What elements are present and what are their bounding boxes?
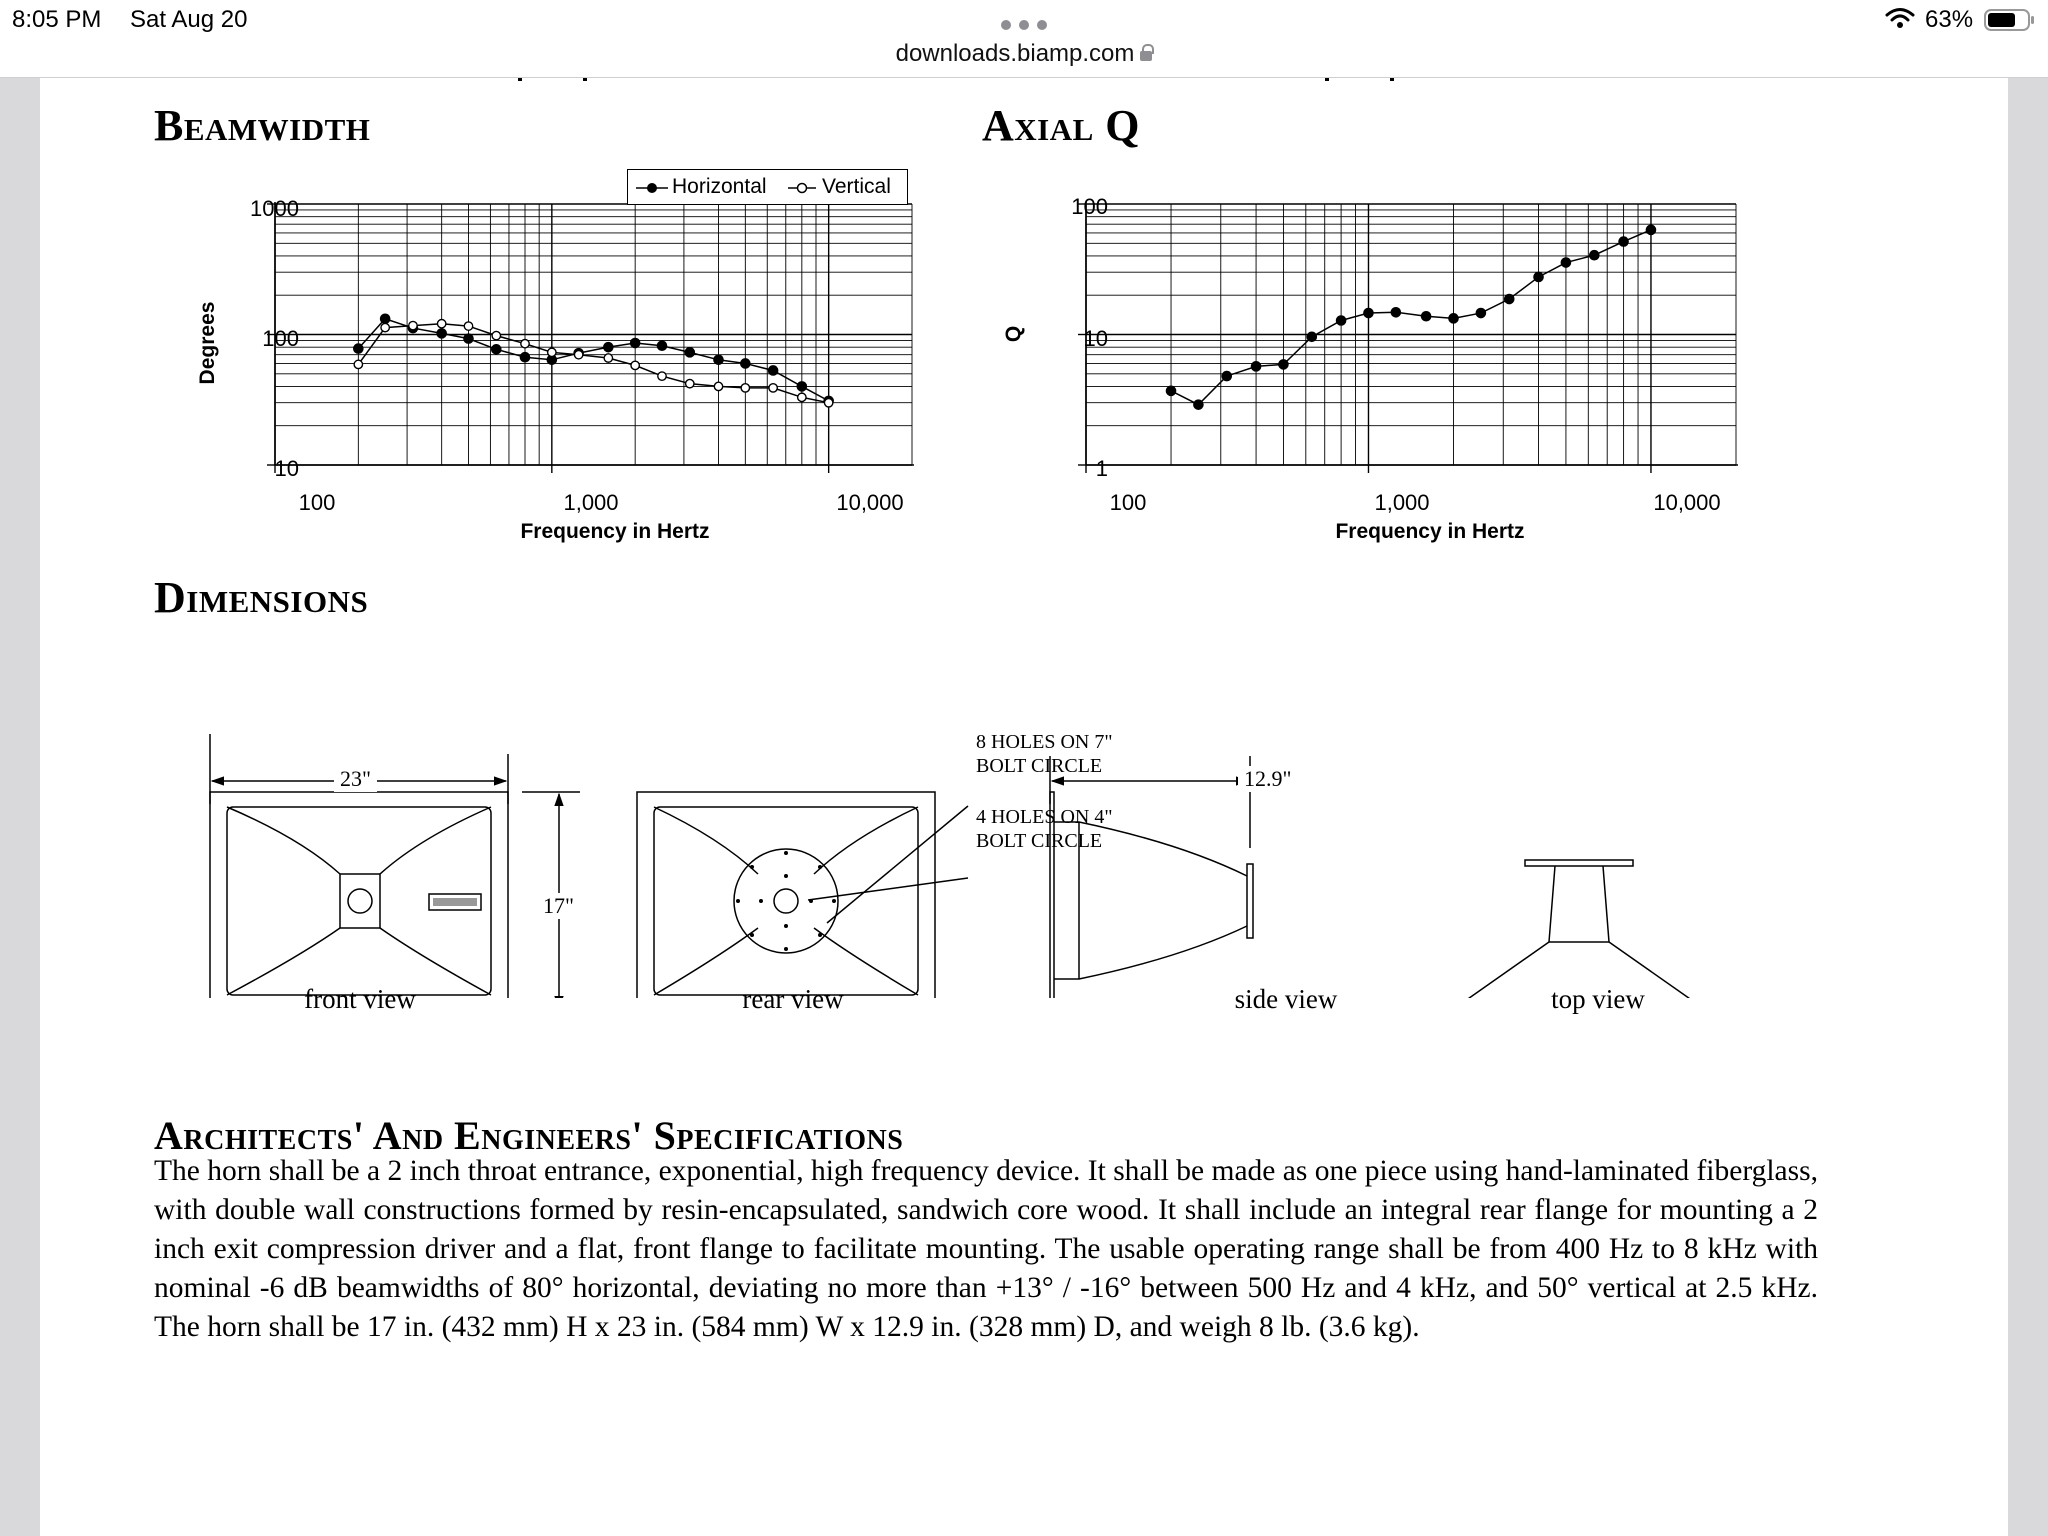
side-view-caption: side view: [1234, 984, 1338, 1014]
q-point-0-11: [1476, 308, 1485, 317]
rear-view-drawing: [637, 792, 968, 998]
beam-y-axis-title: Degrees: [196, 301, 219, 385]
q-point-0-13: [1534, 272, 1543, 281]
q-y-tick-10: 10: [1083, 326, 1108, 351]
q-series-0: [1166, 225, 1655, 409]
q-point-0-6: [1337, 316, 1346, 325]
q-point-0-17: [1646, 225, 1655, 234]
q-x-tick-100: 100: [1109, 490, 1147, 515]
front-view-drawing: [210, 792, 508, 998]
beam-x-tick-1000: 1,000: [563, 490, 619, 515]
q-point-0-7: [1364, 308, 1373, 317]
beam-x-tick-100: 100: [298, 490, 336, 515]
legend-vertical-label: Vertical: [822, 175, 891, 198]
q-point-0-5: [1307, 332, 1316, 341]
battery-percentage: 63%: [1925, 6, 1974, 33]
multitasking-dots-icon[interactable]: [1001, 12, 1047, 32]
axial-q-heading: Axial Q: [982, 101, 1141, 150]
browser-top-bar: [0, 0, 2048, 78]
wifi-icon: [1885, 6, 1915, 30]
q-point-0-14: [1561, 258, 1570, 267]
note-8-holes: 8 HOLES ON 7" BOLT CIRCLE: [976, 731, 1113, 777]
q-point-0-1: [1194, 400, 1203, 409]
lock-icon: [1140, 51, 1152, 61]
pdf-page[interactable]: [40, 78, 2008, 1536]
beam-y-tick-100: 100: [262, 326, 299, 351]
beam-y-tick-1000: 1000: [250, 196, 299, 221]
q-point-0-16: [1619, 237, 1628, 246]
status-date: Sat Aug 20: [130, 6, 248, 33]
height-dimension-label: 17": [537, 893, 580, 919]
q-point-0-3: [1251, 362, 1260, 371]
q-y-tick-100: 100: [1071, 194, 1108, 219]
q-x-tick-1000: 1,000: [1374, 490, 1430, 515]
beam-x-tick-10000: 10,000: [836, 490, 904, 515]
note-4-holes: 4 HOLES ON 4" BOLT CIRCLE: [976, 806, 1113, 852]
width-dimension-label: 23": [334, 766, 377, 792]
q-point-0-10: [1449, 314, 1458, 323]
top-view-caption: top view: [1551, 984, 1645, 1014]
legend-horizontal-label: Horizontal: [672, 175, 767, 198]
q-y-tick-1: 1: [1095, 456, 1108, 481]
q-gridlines: [1086, 204, 1736, 465]
q-point-0-0: [1166, 386, 1175, 395]
q-point-0-8: [1391, 308, 1400, 317]
q-point-0-4: [1279, 360, 1288, 369]
battery-icon: [1984, 8, 2036, 32]
rear-view-caption: rear view: [742, 984, 844, 1014]
status-time: 8:05 PM: [12, 6, 102, 33]
url-text[interactable]: downloads.biamp.com: [895, 40, 1135, 67]
dimensions-heading: Dimensions: [154, 573, 369, 622]
beam-x-axis-title: Frequency in Hertz: [520, 520, 710, 543]
beamwidth-heading: Beamwidth: [154, 101, 371, 150]
q-point-0-15: [1590, 251, 1599, 260]
axial-q-chart: [40, 78, 2008, 638]
q-point-0-12: [1505, 294, 1514, 303]
top-view-drawing: [1431, 860, 1729, 998]
depth-dimension-label: 12.9": [1238, 766, 1297, 792]
front-view-caption: front view: [304, 984, 416, 1014]
q-x-tick-10000: 10,000: [1653, 490, 1721, 515]
q-x-axis-title: Frequency in Hertz: [1335, 520, 1525, 543]
q-point-0-9: [1422, 312, 1431, 321]
beam-y-tick-10: 10: [274, 456, 299, 481]
q-y-axis-title: Q: [1002, 325, 1025, 343]
specs-heading: Architects' And Engineers' Specifications: [154, 1113, 904, 1158]
specs-body: The horn shall be a 2 inch throat entrance, exponential, high frequency device. It shall be made as one piece using hand-laminated fiberglass, with double wall constructions formed by resin-encapsulated, sandwich core wood. It shall include an integral rear flange for mounting a 2 inch exit compression driver and a flat, front flange to facilitate mounting. The usable operating range shall be from 400 Hz to 8 kHz with nominal -6 dB beamwidths of 80° horizontal, deviating no more than +13° / -16° between 500 Hz and 4 kHz, and 50° vertical at 2.5 kHz. The horn shall be 17 in. (432 mm) H x 23 in. (584 mm) W x 12.9 in. (328 mm) D, and weigh 8 lb. (3.6 kg).: [154, 1155, 1818, 1343]
q-point-0-2: [1222, 371, 1231, 380]
